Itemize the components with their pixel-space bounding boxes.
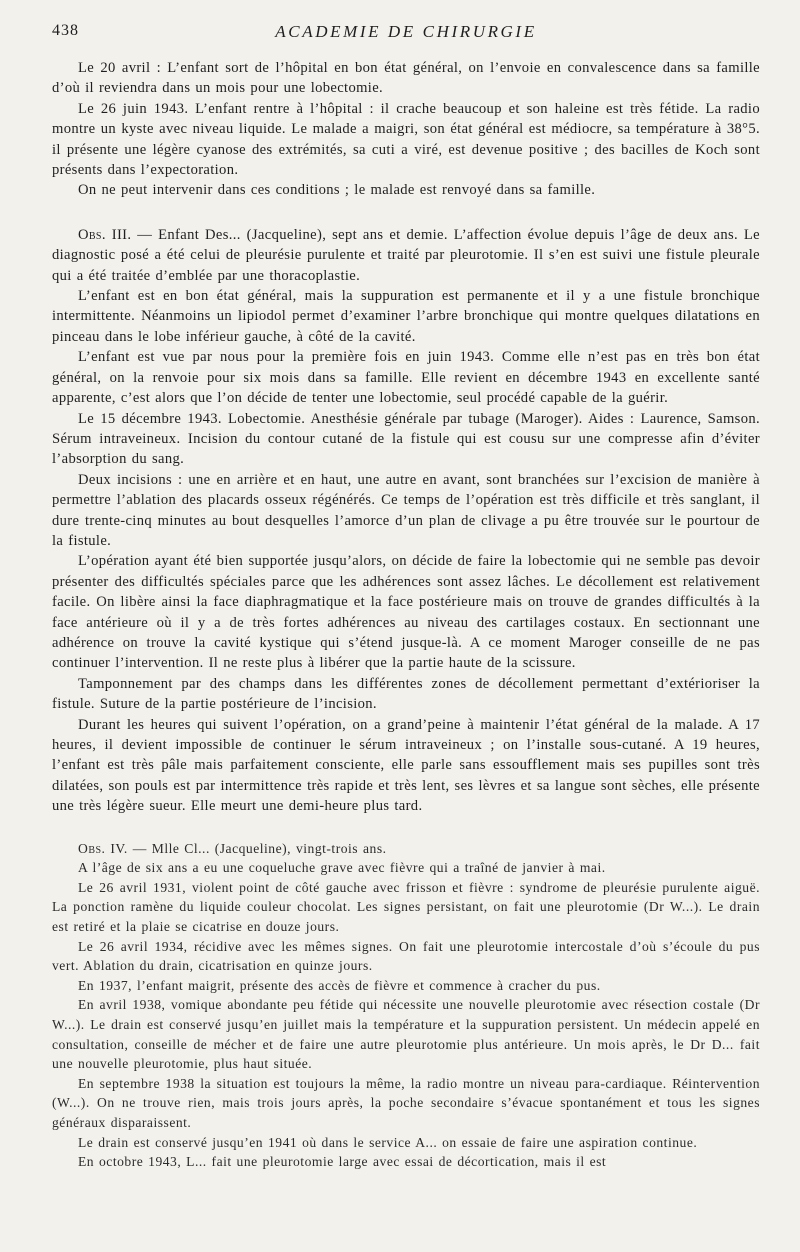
paragraph: Le 20 avril : L’enfant sort de l’hôpital en bon état général, on l’envoie en convalescence dans sa famille d’où il reviendra dans un mois pour une lobectomie. (52, 60, 760, 97)
paragraph: Le 26 juin 1943. L’enfant rentre à l’hôpital : il crache beaucoup et son haleine est très fétide. La radio montre un kyste avec niveau liquide. Le malade a maigri, son état général est médiocre, sa température à 38°5. il présente une légère cyanose des extrémités, sa cuti a viré, est devenue positive ; des bacilles de Koch sont présents dans l’expectoration. (52, 100, 760, 179)
paragraph: En septembre 1938 la situation est toujours la même, la radio montre un niveau para-cardiaque. Réintervention (W...). On ne trouve rien, mais trois jours après, la poche secondaire s’évacue spontanément et tous les signes généraux disparaissent. (52, 1075, 760, 1130)
paragraph: En avril 1938, vomique abondante peu fétide qui nécessite une nouvelle pleurotomie avec résection costale (Dr W...). Le drain est conservé jusqu’en juillet mais la température et la suppuration persistent. Un médecin appelé en consultation, conseille de mécher et de faire une autre pleurotomie plus antérieure. Un mois après, le Dr D... fait une nouvelle pleurotomie, plus haut située. (52, 997, 760, 1072)
paragraph: A l’âge de six ans a eu une coqueluche grave avec fièvre qui a traîné de janvier à mai. (78, 860, 606, 876)
paragraph: Deux incisions : une en arrière et en haut, une autre en avant, sont branchées sur l’excision de manière à permettre l’ablation des placards osseux régénérés. Ce temps de l’opération est très difficile et très sanglant, il dure trente-cinq minutes au bout desquelles l’amorce d’un plan de clivage a pu être trouvée sur le pourtour de la fistule. (52, 471, 760, 549)
paragraph: On ne peut intervenir dans ces conditions ; le malade est renvoyé dans sa famille. (78, 182, 596, 199)
paragraph: Le 15 décembre 1943. Lobectomie. Anesthésie générale par tubage (Maroger). Aides : Laurence, Samson. Sérum intraveineux. Incision du contour cutané de la fistule qui est cousu sur une compresse afin d’éviter l’absorption du sang. (52, 410, 760, 468)
observation-3-intro (52, 225, 760, 286)
paragraph: En octobre 1943, L... fait une pleurotomie large avec essai de décortication, mais il est (78, 1154, 607, 1170)
observation-4-intro (52, 839, 760, 859)
paragraph: Le 26 avril 1931, violent point de côté gauche avec frisson et fièvre : syndrome de pleurésie purulente aiguë. La ponction ramène du liquide couleur chocolat. Les signes persistant, on fait une pleurotomie (Dr W...). Le drain est retiré et la plaie se cicatrise en douze jours. (52, 879, 760, 934)
paragraph: Tamponnement par des champs dans les différentes zones de décollement permettant d’extérioriser la fistule. Suture de la partie postérieure de l’incision. (52, 675, 760, 713)
running-title: ACADEMIE DE CHIRURGIE (275, 22, 537, 41)
observation-label: Obs. III. (78, 226, 132, 243)
observation-label: Obs. IV. (78, 840, 128, 856)
paragraph: Durant les heures qui suivent l’opération, on a grand’peine à maintenir l’état général de la malade. A 17 heures, il devient impossible de continuer le sérum intraveineux ; on l’installe sous-cutané. A 19 heures, l’enfant est très pâle mais parfaitement consciente, elle parle sans essoufflement mais ses pupilles sont très dilatées, son pouls est par intermittence très rapide et très lent, ses lèvres et sa langue sont sèches, elle présente une très légère sueur. Elle meurt une demi-heure plus tard. (52, 716, 760, 815)
observation-intro-text: — Mlle Cl... (Jacqueline), vingt-trois ans. (127, 840, 387, 856)
paragraph: L’enfant est vue par nous pour la première fois en juin 1943. Comme elle n’est pas en très bon état général, on la renvoie pour six mois dans sa famille. Elle revient en décembre 1943 en excellente santé apparente, c’est alors que l’on décide de tenter une lobectomie, seul procédé capable de la guérir. (52, 349, 760, 407)
observation-4 (52, 839, 760, 1172)
page-number: 438 (52, 22, 79, 39)
observation-intro-text: — Enfant Des... (Jacqueline), sept ans et demie. L’affection évolue depuis l’âge de deux ans. Le diagnostic posé a été celui de pleurésie purulente et traité par pleurotomie. Il s’en est suivi une fistule pleurale qui a été traitée d’emblée par une thoracoplastie. (52, 226, 760, 284)
paragraph: En 1937, l’enfant maigrit, présente des accès de fièvre et commence à cracher du pus. (78, 977, 601, 993)
paragraph: L’opération ayant été bien supportée jusqu’alors, on décide de faire la lobectomie qui ne semble pas devoir présenter des difficultés spéciales parce que les adhérences sont assez lâches. Le décollement est relativement facile. On libère ainsi la face diaphragmatique et la face postérieure mais on trouve de grandes difficultés à la face antérieure où il y a de très fortes adhérences au niveau des cartilages costaux. En sectionnant une adhérence on trouve la cavité kystique qui s’étend jusque-là. A ce moment Maroger conseille de ne pas continuer l’intervention. Il ne reste plus à libérer que la partie haute de la scissure. (52, 553, 760, 672)
page-header (52, 22, 760, 44)
paragraph: Le drain est conservé jusqu’en 1941 où dans le service A... on essaie de faire une aspiration continue. (78, 1134, 698, 1150)
page-body (52, 58, 760, 1172)
paragraph: L’enfant est en bon état général, mais la suppuration est permanente et il y a une fistule bronchique intermittente. Néanmoins un lipiodol permet d’examiner l’arbre bronchique qui montre quelques dilatations en pinceau dans le lobe inférieur gauche, à côté de la cavité. (52, 288, 760, 345)
paragraph: Le 26 avril 1934, récidive avec les mêmes signes. On fait une pleurotomie intercostale d’où s’écoule du pus vert. Ablation du drain, cicatrisation en quinze jours. (52, 938, 760, 974)
